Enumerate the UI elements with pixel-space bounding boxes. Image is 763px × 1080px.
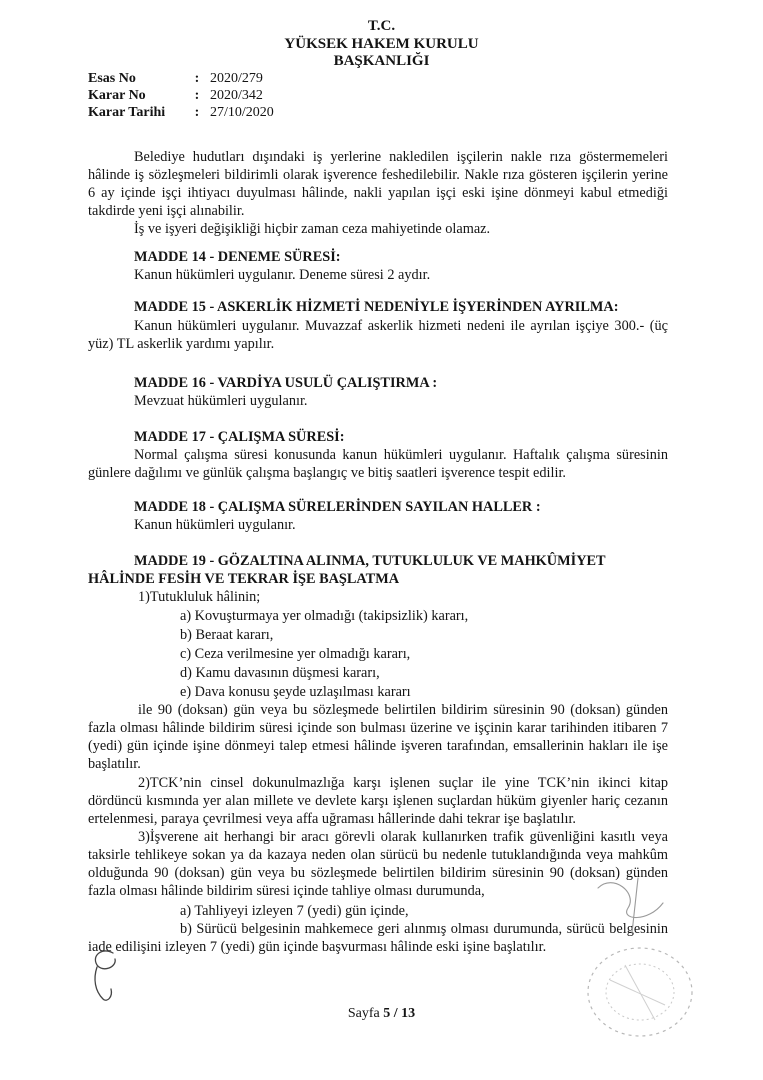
madde-19-item-3: 3)İşverene ait herhangi bir aracı görevli olarak kullanırken trafik güvenliğini kasıtlı veya taksirle tehlikeye sokan ya da kazaya neden olan sürücü bu nedenle tutuklandığında veya mahkûm olduğunda 90 (doksan) gün veya bu sözleşmede belirtilen bildirim süresinin 90 (doksan) günden fazla olması hâlinde bildirim süresi içinde tahliye olması durumunda, <box>88 829 668 899</box>
madde-16-title: MADDE 16 - VARDİYA USULÜ ÇALIŞTIRMA : <box>134 375 438 391</box>
page-number: 5 / 13 <box>383 1006 416 1021</box>
esas-label: Esas No <box>88 71 136 86</box>
madde-14-title: MADDE 14 - DENEME SÜRESİ: <box>134 249 341 265</box>
madde-19-item-b: b) Beraat kararı, <box>180 627 274 643</box>
karar-label: Karar No <box>88 88 146 103</box>
madde-16-text: Mevzuat hükümleri uygulanır. <box>134 393 308 409</box>
intro-paragraph-2: İş ve işyeri değişikliği hiçbir zaman ceza mahiyetinde olamaz. <box>134 221 491 237</box>
madde-17-text: Normal çalışma süresi konusunda kanun hükümleri uygulanır. Haftalık çalışma süresinin günlere dağılımı ve günlük çalışma başlangıç ve bitiş saatleri işverence tespit edilir. <box>88 447 668 481</box>
colon: : <box>194 71 200 86</box>
madde-19-item-2: 2)TCK’nin cinsel dokunulmazlığa karşı işlenen suçlar ile yine TCK’nin ikinci kitap dördüncü kısmında yer alan millete ve devlete karşı işlenen suçlardan hüküm giyenler hariç cezanın ertelenmesi, paraya çevrilmesi veya affa uğraması hâllerinde dahi tekrar işe başlatılır. <box>88 775 668 827</box>
handwritten-initials <box>85 945 130 1005</box>
madde-19-item-e: e) Dava konusu şeyde uzlaşılması kararı <box>180 684 411 700</box>
colon: : <box>194 88 200 103</box>
tarih-value: 27/10/2020 <box>210 105 274 120</box>
madde-19-item-c: c) Ceza verilmesine yer olmadığı kararı, <box>180 646 411 662</box>
esas-row <box>88 70 274 87</box>
madde-18-text: Kanun hükümleri uygulanır. <box>134 517 296 533</box>
madde-19-item-3b: b) Sürücü belgesinin mahkemece geri alınmış olması durumunda, sürücü belgesinin iade edilişini izleyen 7 (yedi) gün içinde başvurması hâlinde eski işine başlatılır. <box>88 921 668 955</box>
case-meta <box>88 70 274 121</box>
esas-value: 2020/279 <box>210 71 263 86</box>
madde-19-item-d: d) Kamu davasının düşmesi kararı, <box>180 665 380 681</box>
madde-14-text: Kanun hükümleri uygulanır. Deneme süresi 2 aydır. <box>134 267 431 283</box>
colon: : <box>194 105 200 120</box>
header-tc: T.C. <box>367 18 396 34</box>
madde-17-title: MADDE 17 - ÇALIŞMA SÜRESİ: <box>134 429 345 445</box>
karar-value: 2020/342 <box>210 88 263 103</box>
madde-15-title: MADDE 15 - ASKERLİK HİZMETİ NEDENİYLE İŞYERİNDEN AYRILMA: <box>134 299 619 315</box>
karar-row <box>88 87 274 104</box>
tarih-row <box>88 104 274 121</box>
madde-15-text: Kanun hükümleri uygulanır. Muvazzaf askerlik hizmeti nedeni ile ayrılan işçiye 300.- (üç yüz) TL askerlik yardımı yapılır. <box>88 318 668 352</box>
page-label: Sayfa <box>347 1006 380 1021</box>
signature-scribble <box>568 868 688 938</box>
intro-paragraph: Belediye hudutları dışındaki iş yerlerine nakledilen işçilerin nakle rıza göstermemeleri hâlinde iş sözleşmeleri bildirimli olarak işverence feshedilebilir. Nakle rıza gösteren işçilerin yerine 6 ay içinde işçi ihtiyacı duyulması hâlinde, nakli yapılan işçi eski işine dönmeyi kabul etmediği takdirde yeni işçi alınabilir. <box>88 149 668 219</box>
madde-19-title: MADDE 19 - GÖZALTINA ALINMA, TUTUKLULUK VE MAHKÛMİYET HÂLİNDE FESİH VE TEKRAR İŞE BAŞLATMA <box>88 553 606 587</box>
official-stamp-icon <box>570 930 720 1050</box>
madde-19-item-1: 1)Tutukluluk hâlinin; <box>138 589 261 605</box>
header-institution: YÜKSEK HAKEM KURULU <box>284 36 479 52</box>
madde-19-item-a: a) Kovuşturmaya yer olmadığı (takipsizlik) kararı, <box>180 608 469 624</box>
header-presidency: BAŞKANLIĞI <box>333 53 430 69</box>
madde-19-paragraph: ile 90 (doksan) gün veya bu sözleşmede belirtilen bildirim süresinin 90 (doksan) günden fazla olması hâlinde bildirim süresi içinde son bulması üzerine ve işçinin karar tarihinden itibaren 7 (yedi) gün içinde işine dönmeyi talep etmesi hâlinde işveren tarafından, emsallerinin hakları ile işe başlatılır. <box>88 702 668 772</box>
page-footer <box>0 1006 763 1022</box>
madde-18-title: MADDE 18 - ÇALIŞMA SÜRELERİNDEN SAYILAN HALLER : <box>134 499 541 515</box>
tarih-label: Karar Tarihi <box>88 105 166 120</box>
madde-19-item-3a: a) Tahliyeyi izleyen 7 (yedi) gün içinde, <box>180 903 409 919</box>
